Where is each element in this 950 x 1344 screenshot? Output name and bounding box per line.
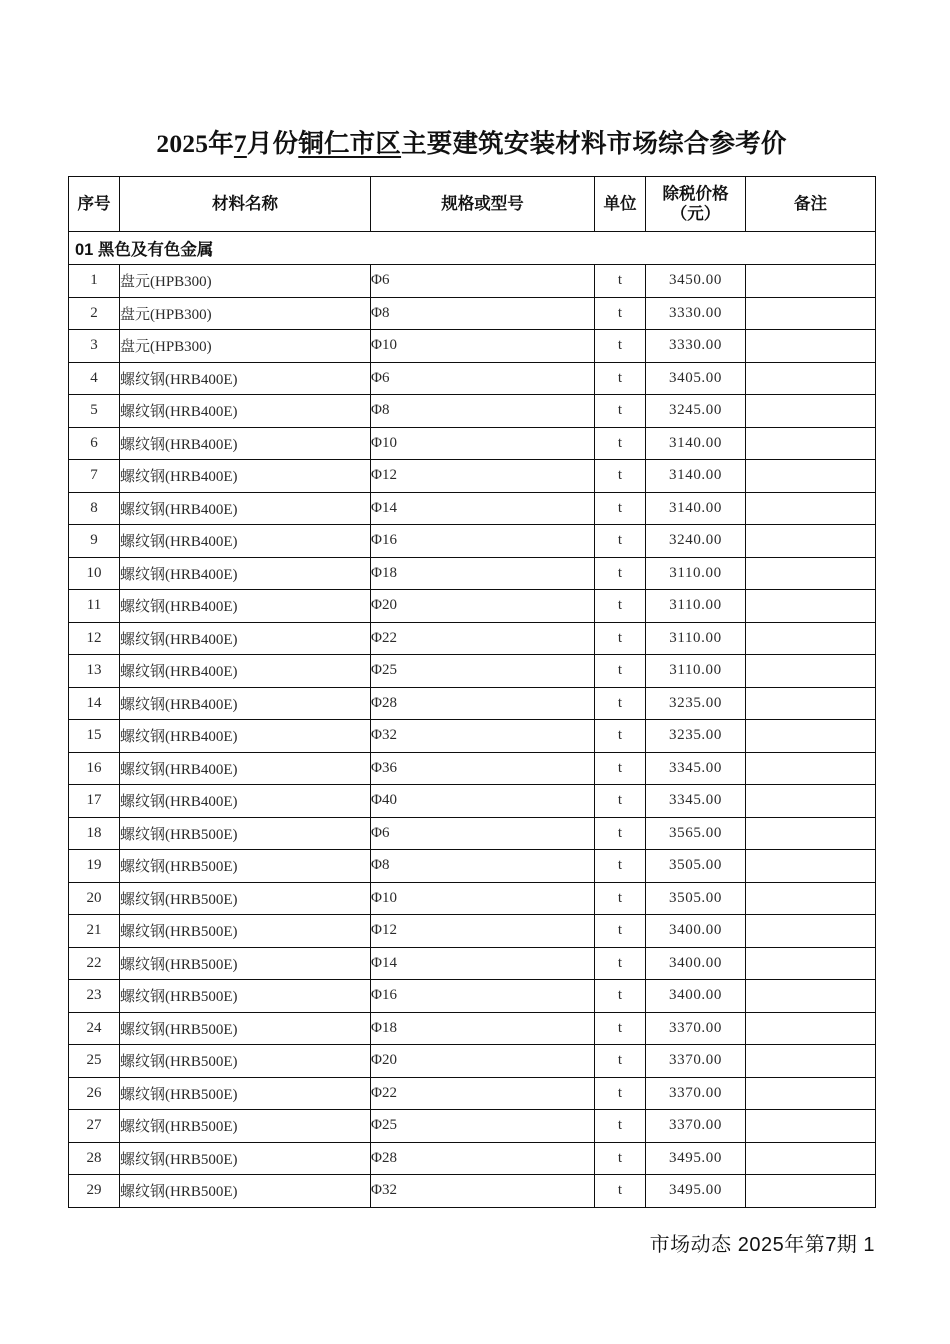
cell-price: 3245.00 [646,395,746,428]
cell-material-name: 螺纹钢(HRB500E) [120,980,371,1013]
table-row [69,915,876,948]
table-row [69,1175,876,1208]
cell-index: 13 [69,655,120,688]
cell-note [746,590,876,623]
cell-note [746,525,876,558]
title-region: 铜仁市区 [298,129,402,158]
cell-note [746,882,876,915]
cell-specification: Φ25 [371,655,595,688]
section-header-label: 01 黑色及有色金属 [69,232,876,265]
cell-material-name: 螺纹钢(HRB500E) [120,1077,371,1110]
cell-index: 22 [69,947,120,980]
cell-specification: Φ32 [371,720,595,753]
cell-price: 3370.00 [646,1045,746,1078]
cell-note [746,395,876,428]
cell-material-name: 螺纹钢(HRB400E) [120,557,371,590]
cell-specification: Φ14 [371,947,595,980]
cell-note [746,785,876,818]
cell-index: 29 [69,1175,120,1208]
cell-specification: Φ32 [371,1175,595,1208]
cell-note [746,655,876,688]
column-header-index: 序号 [69,177,120,232]
table-row [69,395,876,428]
cell-price: 3400.00 [646,947,746,980]
cell-note [746,1012,876,1045]
cell-unit: t [595,1045,646,1078]
material-price-table [68,176,876,1208]
table-row [69,687,876,720]
table-row [69,492,876,525]
cell-unit: t [595,1012,646,1045]
column-header-price [646,177,746,232]
cell-note [746,427,876,460]
cell-note [746,557,876,590]
cell-price: 3505.00 [646,850,746,883]
cell-note [746,752,876,785]
cell-specification: Φ6 [371,817,595,850]
cell-note [746,720,876,753]
table-row [69,817,876,850]
cell-specification: Φ8 [371,395,595,428]
cell-unit: t [595,687,646,720]
cell-note [746,1110,876,1143]
cell-note [746,1077,876,1110]
cell-specification: Φ28 [371,1142,595,1175]
cell-unit: t [595,752,646,785]
cell-unit: t [595,362,646,395]
cell-specification: Φ14 [371,492,595,525]
cell-material-name: 螺纹钢(HRB400E) [120,622,371,655]
cell-material-name: 螺纹钢(HRB500E) [120,1175,371,1208]
cell-price: 3370.00 [646,1012,746,1045]
cell-index: 8 [69,492,120,525]
cell-specification: Φ18 [371,1012,595,1045]
cell-material-name: 螺纹钢(HRB500E) [120,947,371,980]
cell-specification: Φ6 [371,362,595,395]
cell-price: 3400.00 [646,915,746,948]
table-row [69,1110,876,1143]
cell-price: 3235.00 [646,687,746,720]
table-row [69,525,876,558]
cell-material-name: 螺纹钢(HRB500E) [120,915,371,948]
cell-material-name: 螺纹钢(HRB500E) [120,850,371,883]
cell-price: 3140.00 [646,427,746,460]
cell-price: 3330.00 [646,297,746,330]
cell-material-name: 螺纹钢(HRB400E) [120,752,371,785]
cell-unit: t [595,265,646,298]
cell-specification: Φ28 [371,687,595,720]
cell-index: 1 [69,265,120,298]
cell-index: 7 [69,460,120,493]
cell-price: 3405.00 [646,362,746,395]
column-header-note: 备注 [746,177,876,232]
cell-index: 24 [69,1012,120,1045]
table-row [69,622,876,655]
cell-price: 3495.00 [646,1142,746,1175]
cell-unit: t [595,915,646,948]
cell-index: 21 [69,915,120,948]
cell-index: 19 [69,850,120,883]
cell-note [746,460,876,493]
cell-specification: Φ18 [371,557,595,590]
column-header-price-line1: 除税价格 [662,185,729,203]
cell-price: 3565.00 [646,817,746,850]
table-row [69,330,876,363]
cell-material-name: 盘元(HPB300) [120,265,371,298]
cell-specification: Φ20 [371,590,595,623]
cell-note [746,1045,876,1078]
cell-price: 3330.00 [646,330,746,363]
cell-index: 16 [69,752,120,785]
table-row [69,882,876,915]
table-header [69,177,876,232]
cell-price: 3110.00 [646,655,746,688]
table-row [69,655,876,688]
cell-unit: t [595,785,646,818]
table-row [69,980,876,1013]
cell-specification: Φ22 [371,1077,595,1110]
cell-unit: t [595,590,646,623]
cell-index: 4 [69,362,120,395]
cell-price: 3110.00 [646,590,746,623]
cell-material-name: 螺纹钢(HRB400E) [120,525,371,558]
cell-unit: t [595,525,646,558]
cell-index: 14 [69,687,120,720]
cell-index: 10 [69,557,120,590]
table-row [69,590,876,623]
cell-price: 3370.00 [646,1110,746,1143]
cell-note [746,362,876,395]
cell-price: 3110.00 [646,622,746,655]
cell-price: 3140.00 [646,492,746,525]
cell-price: 3505.00 [646,882,746,915]
table-row [69,460,876,493]
title-month: 7 [233,129,247,158]
title-year: 2025年 [156,129,234,158]
cell-price: 3370.00 [646,1077,746,1110]
cell-unit: t [595,330,646,363]
cell-unit: t [595,622,646,655]
table-row [69,427,876,460]
cell-index: 3 [69,330,120,363]
table-row [69,785,876,818]
cell-index: 26 [69,1077,120,1110]
cell-specification: Φ36 [371,752,595,785]
cell-specification: Φ25 [371,1110,595,1143]
cell-note [746,330,876,363]
cell-unit: t [595,460,646,493]
cell-material-name: 盘元(HPB300) [120,297,371,330]
cell-unit: t [595,297,646,330]
cell-note [746,492,876,525]
cell-index: 28 [69,1142,120,1175]
cell-index: 9 [69,525,120,558]
cell-material-name: 盘元(HPB300) [120,330,371,363]
table-row [69,752,876,785]
cell-material-name: 螺纹钢(HRB400E) [120,460,371,493]
table-header-row [69,177,876,232]
cell-material-name: 螺纹钢(HRB400E) [120,427,371,460]
cell-material-name: 螺纹钢(HRB500E) [120,1045,371,1078]
column-header-unit: 单位 [595,177,646,232]
table-row [69,850,876,883]
cell-material-name: 螺纹钢(HRB400E) [120,395,371,428]
cell-price: 3110.00 [646,557,746,590]
cell-specification: Φ22 [371,622,595,655]
cell-specification: Φ8 [371,297,595,330]
cell-price: 3400.00 [646,980,746,1013]
cell-material-name: 螺纹钢(HRB400E) [120,720,371,753]
table-row [69,297,876,330]
cell-unit: t [595,850,646,883]
cell-note [746,1142,876,1175]
cell-unit: t [595,395,646,428]
cell-price: 3240.00 [646,525,746,558]
cell-specification: Φ10 [371,330,595,363]
cell-index: 17 [69,785,120,818]
cell-index: 2 [69,297,120,330]
title-tail: 主要建筑安装材料市场综合参考价 [401,129,787,158]
cell-note [746,915,876,948]
cell-material-name: 螺纹钢(HRB500E) [120,1142,371,1175]
cell-note [746,265,876,298]
cell-specification: Φ16 [371,980,595,1013]
cell-material-name: 螺纹钢(HRB400E) [120,655,371,688]
cell-price: 3495.00 [646,1175,746,1208]
cell-unit: t [595,557,646,590]
cell-material-name: 螺纹钢(HRB400E) [120,492,371,525]
cell-price: 3235.00 [646,720,746,753]
cell-material-name: 螺纹钢(HRB400E) [120,590,371,623]
cell-specification: Φ20 [371,1045,595,1078]
cell-material-name: 螺纹钢(HRB400E) [120,687,371,720]
cell-specification: Φ10 [371,427,595,460]
cell-unit: t [595,655,646,688]
cell-material-name: 螺纹钢(HRB500E) [120,1110,371,1143]
cell-specification: Φ8 [371,850,595,883]
table-row [69,557,876,590]
cell-index: 5 [69,395,120,428]
cell-specification: Φ16 [371,525,595,558]
cell-unit: t [595,980,646,1013]
cell-index: 6 [69,427,120,460]
cell-price: 3450.00 [646,265,746,298]
cell-index: 25 [69,1045,120,1078]
page-title [68,127,875,161]
cell-note [746,850,876,883]
cell-note [746,297,876,330]
page-footer: 市场动态 2025年第7期 1 [649,1234,875,1256]
cell-index: 27 [69,1110,120,1143]
cell-unit: t [595,1175,646,1208]
cell-material-name: 螺纹钢(HRB500E) [120,882,371,915]
cell-material-name: 螺纹钢(HRB500E) [120,817,371,850]
cell-price: 3345.00 [646,752,746,785]
table-row [69,265,876,298]
cell-specification: Φ40 [371,785,595,818]
title-month-suffix: 月份 [246,129,299,158]
cell-unit: t [595,492,646,525]
cell-unit: t [595,1110,646,1143]
cell-unit: t [595,947,646,980]
column-header-price-line2: （元） [670,205,721,223]
cell-unit: t [595,1142,646,1175]
table-body [69,232,876,1208]
table-row [69,1142,876,1175]
column-header-spec: 规格或型号 [371,177,595,232]
cell-specification: Φ10 [371,882,595,915]
cell-unit: t [595,1077,646,1110]
table-row [69,1012,876,1045]
table-row [69,1045,876,1078]
cell-unit: t [595,720,646,753]
column-header-name: 材料名称 [120,177,371,232]
cell-specification: Φ12 [371,460,595,493]
cell-price: 3140.00 [646,460,746,493]
cell-specification: Φ12 [371,915,595,948]
cell-unit: t [595,817,646,850]
cell-index: 23 [69,980,120,1013]
cell-note [746,622,876,655]
cell-material-name: 螺纹钢(HRB400E) [120,362,371,395]
table-row [69,947,876,980]
cell-note [746,817,876,850]
cell-specification: Φ6 [371,265,595,298]
cell-note [746,687,876,720]
table-row [69,1077,876,1110]
cell-index: 15 [69,720,120,753]
table-row [69,720,876,753]
cell-index: 18 [69,817,120,850]
cell-unit: t [595,882,646,915]
cell-material-name: 螺纹钢(HRB400E) [120,785,371,818]
cell-note [746,947,876,980]
section-header-row [69,232,876,265]
table-row [69,362,876,395]
cell-price: 3345.00 [646,785,746,818]
cell-material-name: 螺纹钢(HRB500E) [120,1012,371,1045]
cell-index: 20 [69,882,120,915]
cell-note [746,980,876,1013]
cell-note [746,1175,876,1208]
cell-unit: t [595,427,646,460]
cell-index: 12 [69,622,120,655]
cell-index: 11 [69,590,120,623]
